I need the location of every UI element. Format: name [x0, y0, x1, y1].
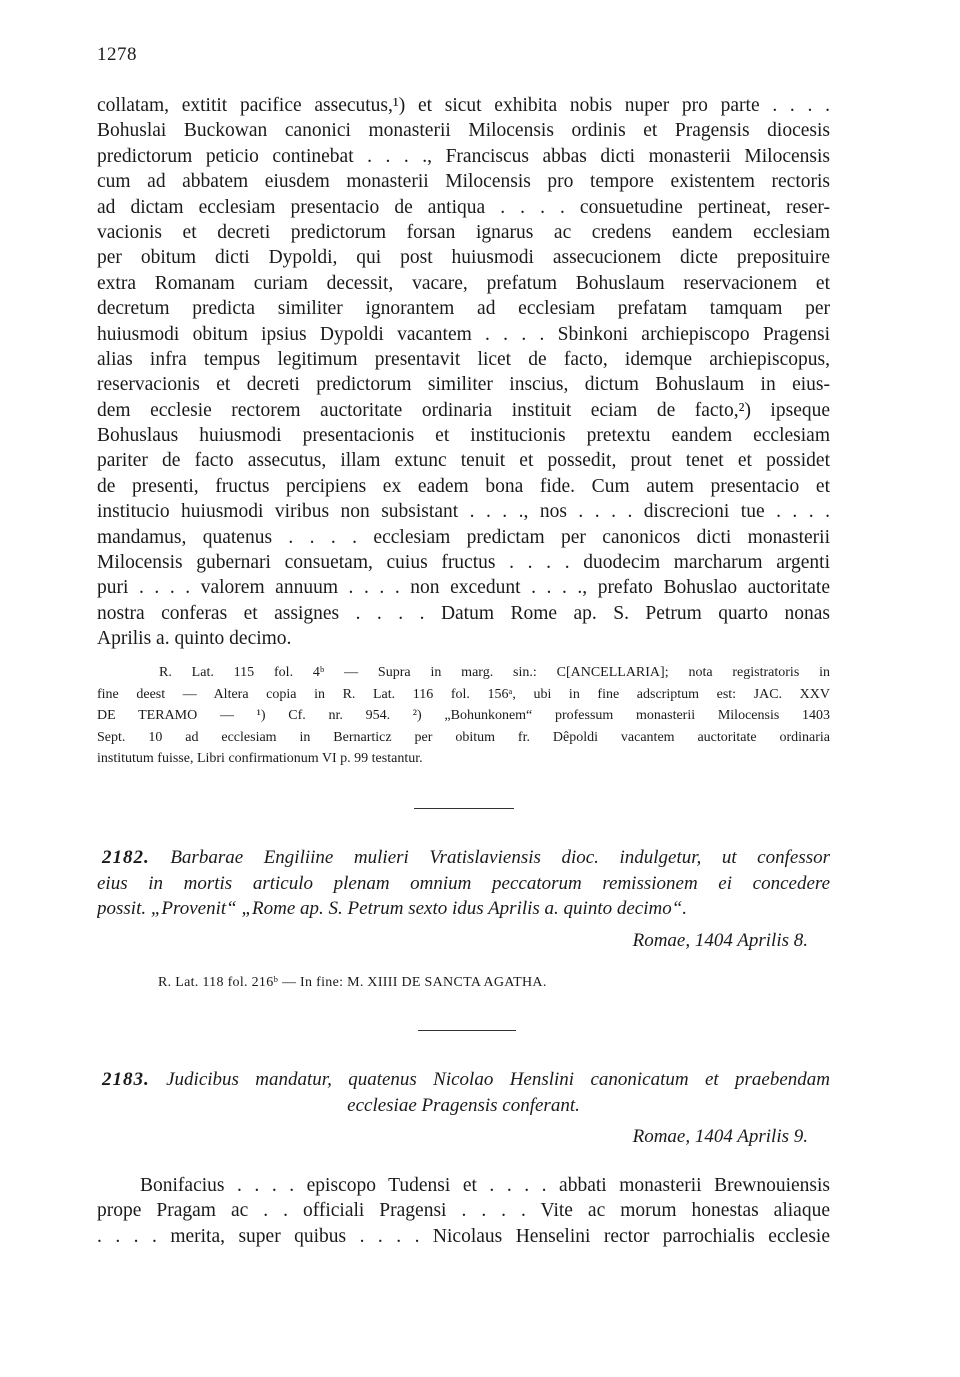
text-line: ad dictam ecclesiam presentacio de antiqua . . . . consuetudine pertineat, reser-	[97, 196, 830, 218]
document-date: Romae, 1404 Aprilis 8.	[632, 929, 808, 951]
summary-text: Judicibus mandatur, quatenus Nicolao Henslini canonicatum et praebendam	[166, 1069, 830, 1090]
text-line: dem ecclesie rectorem auctoritate ordinaria instituit eciam de facto,²) ipseque	[97, 399, 830, 421]
text-line: Bohuslai Buckowan canonici monasterii Milocensis ordinis et Pragensis diocesis	[97, 120, 830, 142]
text-line: alias infra tempus legitimum presentavit licet de facto, idemque archiepiscopus,	[97, 348, 830, 370]
apparatus-notes	[97, 662, 830, 770]
text-line: pariter de facto assecutus, illam extunc tenuit et possedit, prout tenet et possidet	[97, 450, 830, 472]
note-line: fine deest — Altera copia in R. Lat. 116 fol. 156ᵃ, ubi in fine adscriptum est: JAC. XXV	[97, 686, 830, 702]
text-line: extra Romanam curiam decessit, vacare, prefatum Bohuslaum reservacionem et	[97, 272, 830, 294]
summary-line	[97, 845, 830, 871]
text-line: Milocensis gubernari consuetam, cuius fructus . . . . duodecim marcharum argenti	[97, 552, 830, 574]
summary-line: possit. „Provenit“ „Rome ap. S. Petrum sexto idus Aprilis a. quinto decimo“.	[97, 898, 688, 919]
summary-text: Barbarae Engiliine mulieri Vratislaviensis dioc. indulgetur, ut confessor	[170, 847, 830, 868]
text-line: reservacionis et decreti predictorum similiter inscius, dictum Bohuslaum in eius-	[97, 374, 830, 396]
note-line: R. Lat. 115 fol. 4ᵇ — Supra in marg. sin.: C[ANCELLARIA]; nota registratoris in	[159, 665, 830, 680]
document-2183-body	[97, 1173, 830, 1249]
section-divider	[414, 808, 514, 809]
document-number: 2182.	[102, 847, 150, 868]
text-line: Bonifacius . . . . episcopo Tudensi et . . . . abbati monasterii Brewnouiensis	[140, 1175, 830, 1196]
note-line: institutum fuisse, Libri confirmationum VI p. 99 testantur.	[97, 751, 423, 766]
text-line: cum ad abbatem eiusdem monasterii Milocensis pro tempore existentem rectoris	[97, 171, 830, 193]
text-line: de presenti, fructus percipiens ex eadem bona fide. Cum autem presentacio et	[97, 475, 830, 497]
text-line: nostra conferas et assignes . . . . Datum Rome ap. S. Petrum quarto nonas	[97, 602, 830, 624]
text-line: vacionis et decreti predictorum forsan ignarus ac credens eandem ecclesiam	[97, 221, 830, 243]
text-line: Bohuslaus huiusmodi presentacionis et institucionis pretextu eandem ecclesiam	[97, 425, 830, 447]
text-line: per obitum dicti Dypoldi, qui post huiusmodi assecucionem dicte preposituire	[97, 247, 830, 269]
text-line: puri . . . . valorem annuum . . . . non excedunt . . . ., prefato Bohuslao auctoritate	[97, 577, 830, 599]
summary-line	[97, 1067, 830, 1093]
document-date: Romae, 1404 Aprilis 9.	[632, 1126, 808, 1147]
summary-line: ecclesiae Pragensis conferant.	[347, 1094, 580, 1116]
page-number: 1278	[97, 44, 137, 65]
text-line: Aprilis a. quinto decimo.	[97, 628, 292, 650]
note-line: DE TERAMO — ¹) Cf. nr. 954. ²) „Bohunkonem“ professum monasterii Milocensis 1403	[97, 708, 830, 723]
text-line: . . . . merita, super quibus . . . . Nicolaus Henselini rector parrochialis ecclesie	[97, 1225, 830, 1247]
main-text-block	[97, 93, 830, 652]
text-line: huiusmodi obitum ipsius Dypoldi vacantem . . . . Sbinkoni archiepiscopo Pragensi	[97, 323, 830, 345]
text-line: mandamus, quatenus . . . . ecclesiam predictam per canonicos dicti monasterii	[97, 526, 830, 548]
document-2183	[97, 1067, 830, 1150]
text-line: prope Pragam ac . . officiali Pragensi . . . . Vite ac morum honestas aliaque	[97, 1200, 830, 1222]
text-line: predictorum peticio continebat . . . ., Franciscus abbas dicti monasterii Milocensis	[97, 145, 830, 167]
text-line: collatam, extitit pacifice assecutus,¹) et sicut exhibita nobis nuper pro parte . . . .	[97, 95, 830, 116]
document-number: 2183.	[102, 1069, 150, 1090]
source-reference: R. Lat. 118 fol. 216ᵇ — In fine: M. XIIII DE SANCTA AGATHA.	[158, 975, 547, 990]
section-divider	[418, 1030, 516, 1031]
text-line: decretum predicta similiter ignorantem ad ecclesiam prefatam tamquam per	[97, 298, 830, 320]
note-line: Sept. 10 ad ecclesiam in Bernarticz per obitum fr. Dêpoldi vacantem auctoritate ordinaria	[97, 729, 830, 745]
summary-line: eius in mortis articulo plenam omnium peccatorum remissionem ei concedere	[97, 872, 830, 894]
text-line: institucio huiusmodi viribus non subsistant . . . ., nos . . . . discrecioni tue . . . .	[97, 501, 830, 523]
document-2182	[97, 845, 830, 953]
